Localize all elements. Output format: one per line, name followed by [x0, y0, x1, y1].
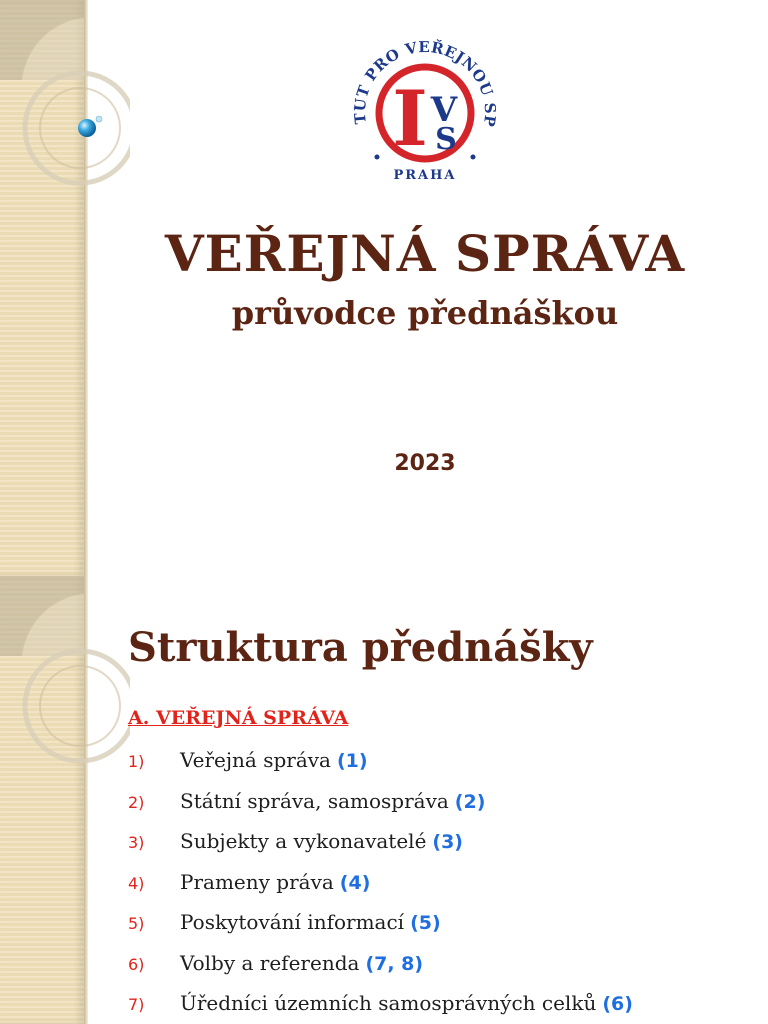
list-item [128, 910, 633, 951]
decorative-rings [0, 0, 130, 200]
logo-letter-s: S [435, 122, 457, 157]
item-reference: (4) [339, 871, 371, 894]
item-text: Volby a referenda [180, 950, 360, 975]
decorative-rings [0, 576, 130, 796]
item-reference: (7, 8) [365, 952, 424, 975]
item-reference: (2) [454, 790, 486, 813]
item-text: Státní správa, samospráva [180, 788, 449, 813]
logo-city-text: PRAHA [393, 168, 457, 183]
logo-ring-text: TUT PRO VEŘEJNOU SP [350, 38, 500, 129]
section-heading: A. VEŘEJNÁ SPRÁVA [128, 707, 349, 729]
slide-title: VEŘEJNÁ SPRÁVA [164, 224, 686, 283]
item-text: Veřejná správa [180, 748, 331, 772]
structure-slide [0, 576, 768, 1024]
blue-bead-icon [74, 114, 104, 144]
item-reference: (5) [410, 912, 441, 934]
year-label: 2023 [394, 451, 456, 476]
item-text: Úředníci územních samosprávných celků [180, 991, 597, 1015]
item-number: 3) [128, 833, 145, 852]
slide-title: Struktura přednášky [128, 624, 593, 671]
slide-subtitle: průvodce přednáškou [231, 294, 619, 332]
item-reference: (3) [432, 831, 463, 853]
list-item [128, 829, 633, 870]
list-item [128, 789, 633, 830]
item-number: 5) [128, 914, 145, 933]
item-reference: (6) [602, 993, 633, 1015]
item-text: Subjekty a vykonavatelé [180, 829, 427, 853]
list-item [128, 748, 633, 789]
item-number: 4) [128, 873, 145, 893]
ivs-logo [340, 25, 510, 195]
list-item [128, 870, 633, 911]
ivs-seal-icon [340, 25, 510, 195]
item-text: Prameny práva [180, 869, 334, 894]
item-number: 6) [128, 954, 145, 974]
lecture-outline-list [128, 748, 633, 1024]
item-number: 7) [128, 995, 145, 1014]
item-number: 2) [128, 792, 145, 812]
item-text: Poskytování informací [180, 910, 405, 934]
list-item [128, 991, 633, 1024]
list-item [128, 951, 633, 992]
logo-letter-i: I [392, 74, 428, 163]
logo-letter-v: V [430, 90, 458, 130]
item-reference: (1) [336, 750, 368, 772]
item-number: 1) [128, 752, 145, 771]
